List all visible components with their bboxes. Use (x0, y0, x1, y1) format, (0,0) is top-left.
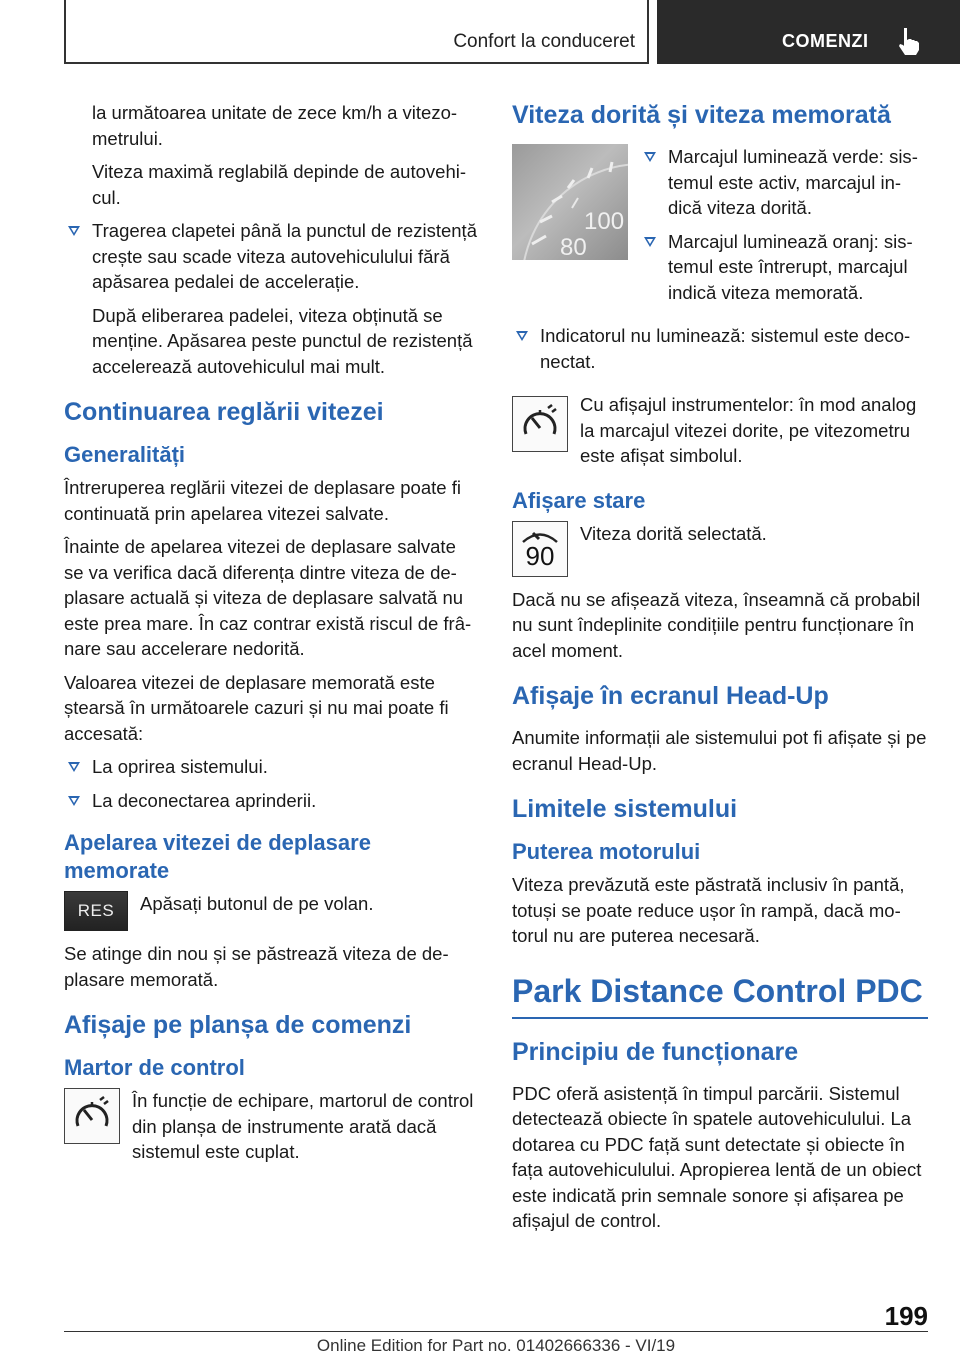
speed-90-icon (512, 521, 568, 577)
general-paragraph-3: Valoarea vitezei de deplasare memorată este ștearsă în următoarele cazuri și nu mai poate fi accesată: (64, 671, 449, 744)
bullet-text: Marcajul luminează verde: sistemul este activ, marcajul indică viteza dorită. (668, 146, 918, 218)
page-number: 199 (884, 1301, 928, 1331)
heading-engine-power: Puterea motorului (512, 839, 701, 864)
bullet-item (640, 229, 928, 306)
footer-divider (64, 1331, 928, 1332)
recall-paragraph: Se atinge din nou și se păstrează viteza de deplasare memorată. (64, 943, 449, 990)
heading-display-instrument: Afișaje pe planșa de comenzi (64, 1011, 412, 1039)
header-chapter-title: COMENZI (782, 31, 869, 51)
indicator-row (64, 1088, 478, 1165)
analog-text: Cu afișajul instrumentelor: în mod analog la marcajul vitezei dorite, pe vitezometru este afișat simbolul. (580, 394, 917, 466)
bullet-text: La oprirea sistemului. (92, 756, 268, 777)
analog-row (512, 392, 928, 469)
speed-90-value: 90 (525, 540, 555, 571)
res-button-label: RES (77, 901, 115, 920)
triangle-bullet-icon (644, 237, 656, 247)
bullet-item (64, 788, 478, 814)
bullet-item (640, 144, 928, 221)
status-row (512, 521, 928, 577)
bullet-sub-paragraph: După eliberarea padelei, viteza obținută se menține. Apăsarea peste punctul de rezistență accelerează autovehiculul mai mult. (92, 304, 473, 377)
header-section-title: Confort la conduceret (453, 31, 635, 52)
heading-system-limits: Limitele sistemului (512, 795, 738, 823)
bullet-item (64, 218, 478, 295)
status-text: Viteza dorită selectată. (580, 522, 767, 544)
cruise-control-icon (512, 396, 568, 452)
pdc-paragraph: PDC oferă asistență în timpul parcării. Sistemul detectează obiecte în spatele autovehiculului. La dotarea cu PDC față sunt detectate și obiecte în fața autovehiculului. Apropierea lentă de un obiect este indicată prin semnale sonore și afișarea pe afișajul de control. (512, 1082, 922, 1231)
general-paragraph-1: Întreruperea reglării vitezei de deplasare poate fi continuată prin apelarea vitezei salvate. (64, 477, 461, 524)
triangle-bullet-icon (644, 152, 656, 162)
general-paragraph-2: Înainte de apelarea vitezei de deplasare salvate se va verifica dacă diferența dintre viteza de deplasare actuală și viteza de deplasare salvată nu este prea mare. În caz contrar există riscul de frânare sau accelerare nedorită. (64, 536, 472, 659)
heading-general: Generalități (64, 442, 186, 467)
intro-paragraph-2: Viteza maximă reglabilă depinde de autovehicul. (92, 161, 467, 208)
bullet-text: Tragerea clapetei până la punctul de rezistență crește sau scade viteza autovehiculului fără apăsarea pedalei de accelerație. (92, 220, 477, 292)
res-button-text: Apăsați butonul de pe volan. (140, 893, 374, 914)
footer-edition: Online Edition for Part no. 01402666336 - VI/19 (316, 1336, 676, 1355)
intro-paragraph-1: la următoarea unitate de zece km/h a vitezometrului. (92, 102, 458, 149)
res-button-row (64, 891, 478, 931)
status-paragraph: Dacă nu se afișează viteza, înseamnă că probabil nu sunt îndeplinite condițiile pentru funcționare în acel moment. (512, 588, 921, 661)
heading-principle: Principiu de funcționare (512, 1037, 799, 1066)
heading-indicator-light: Martor de control (64, 1055, 245, 1080)
speedometer-image (512, 144, 628, 260)
triangle-bullet-icon (68, 762, 80, 772)
heading-status-display: Afișare stare (512, 487, 646, 513)
cruise-control-icon (64, 1088, 120, 1144)
pointing-hand-icon (895, 26, 923, 56)
heading-recall-speed: Apelarea vitezei de deplasare memorate (64, 830, 371, 883)
speedometer-label-80: 80 (560, 234, 587, 260)
res-button-icon (64, 891, 128, 931)
heading-hud-display: Afișaje în ecranul Head-Up (512, 682, 829, 710)
triangle-bullet-icon (68, 796, 80, 806)
bullet-item (64, 754, 478, 780)
bullet-item (512, 323, 928, 374)
left-column (64, 100, 478, 1175)
triangle-bullet-icon (68, 226, 80, 236)
bullet-text: Indicatorul nu luminează: sistemul este deconectat. (540, 325, 911, 372)
heading-continue-speed: Continuarea reglării vitezei (64, 398, 384, 426)
heading-desired-speed: Viteza dorită și viteza memorată (512, 101, 891, 129)
engine-paragraph: Viteza prevăzută este păstrată inclusiv în pantă, totuși se poate reduce ușor în rampă, dacă motorul nu are puterea necesară. (512, 874, 905, 946)
hud-paragraph: Anumite informații ale sistemului pot fi afișate și pe ecranul Head-Up. (512, 727, 927, 774)
right-column (512, 100, 928, 1242)
heading-pdc: Park Distance Control PDC (512, 971, 928, 1019)
indicator-text: În funcție de echipare, martorul de control din planșa de instrumente arată dacă sistemul este cuplat. (132, 1090, 474, 1162)
desired-speed-block (512, 144, 928, 313)
triangle-bullet-icon (516, 331, 528, 341)
header-section-tab (64, 0, 649, 64)
bullet-text: Marcajul luminează oranj: sistemul este întrerupt, marcajul indică viteza memorată. (668, 230, 913, 303)
bullet-text: La deconectarea aprinderii. (92, 789, 317, 811)
speedometer-label-100: 100 (584, 208, 625, 235)
header-chapter-tab (657, 0, 960, 64)
